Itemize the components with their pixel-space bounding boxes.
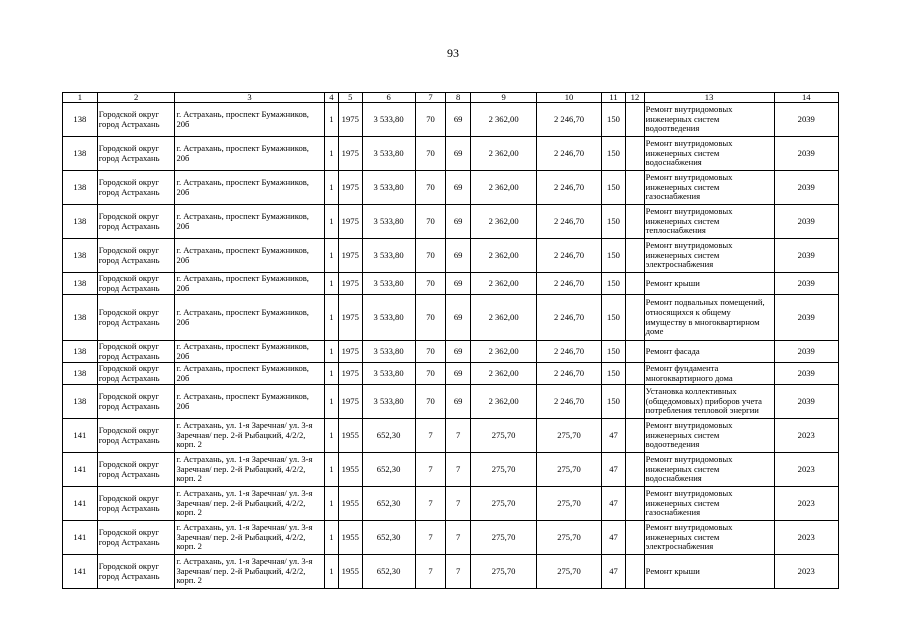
value-cell: 2 246,70: [537, 341, 601, 363]
repair-program-table: [62, 92, 839, 589]
column-header: 7: [415, 93, 446, 103]
value-cell: [626, 363, 644, 385]
plan-year-cell: 2039: [774, 341, 839, 363]
value-cell: 7: [446, 555, 471, 589]
year-cell: 1975: [339, 103, 363, 137]
table-row: [63, 341, 839, 363]
value-cell: 70: [415, 363, 446, 385]
value-cell: 70: [415, 103, 446, 137]
year-cell: 1975: [339, 295, 363, 341]
value-cell: 275,70: [537, 521, 601, 555]
value-cell: 47: [601, 419, 626, 453]
value-cell: 70: [415, 239, 446, 273]
table-row: [63, 137, 839, 171]
work-type-cell: Ремонт внутридомовых инженерных систем водоснабжения: [644, 453, 774, 487]
value-cell: 2 246,70: [537, 363, 601, 385]
table-row: [63, 487, 839, 521]
value-cell: 150: [601, 363, 626, 385]
area-cell: 652,30: [362, 487, 415, 521]
area-cell: 3 533,80: [362, 295, 415, 341]
value-cell: 150: [601, 103, 626, 137]
row-number: 141: [63, 521, 98, 555]
value-cell: 2 246,70: [537, 239, 601, 273]
address-cell: г. Астрахань, проспект Бумажников, 20б: [175, 171, 324, 205]
municipality-cell: Городской округ город Астрахань: [97, 453, 175, 487]
plan-year-cell: 2039: [774, 295, 839, 341]
work-type-cell: Установка коллективных (общедомовых) приборов учета потребления тепловой энергии: [644, 385, 774, 419]
address-cell: г. Астрахань, ул. 1-я Заречная/ ул. 3-я Заречная/ пер. 2-й Рыбацкий, 4/2/2, корп. 2: [175, 521, 324, 555]
plan-year-cell: 2039: [774, 171, 839, 205]
value-cell: 69: [446, 239, 471, 273]
value-cell: [626, 419, 644, 453]
municipality-cell: Городской округ город Астрахань: [97, 385, 175, 419]
value-cell: 1: [324, 487, 338, 521]
value-cell: 7: [446, 419, 471, 453]
value-cell: 275,70: [470, 521, 536, 555]
value-cell: [626, 385, 644, 419]
municipality-cell: Городской округ город Астрахань: [97, 419, 175, 453]
value-cell: 275,70: [470, 555, 536, 589]
value-cell: 7: [415, 521, 446, 555]
row-number: 141: [63, 453, 98, 487]
value-cell: 2 246,70: [537, 205, 601, 239]
area-cell: 3 533,80: [362, 239, 415, 273]
address-cell: г. Астрахань, проспект Бумажников, 20б: [175, 363, 324, 385]
value-cell: [626, 487, 644, 521]
value-cell: 2 362,00: [470, 385, 536, 419]
table-row: [63, 453, 839, 487]
table-body: [63, 103, 839, 589]
value-cell: 1: [324, 171, 338, 205]
municipality-cell: Городской округ город Астрахань: [97, 521, 175, 555]
work-type-cell: Ремонт внутридомовых инженерных систем водоотведения: [644, 419, 774, 453]
column-header: 13: [644, 93, 774, 103]
value-cell: 275,70: [537, 555, 601, 589]
value-cell: 150: [601, 385, 626, 419]
value-cell: [626, 205, 644, 239]
work-type-cell: Ремонт крыши: [644, 273, 774, 295]
area-cell: 3 533,80: [362, 341, 415, 363]
value-cell: [626, 555, 644, 589]
plan-year-cell: 2039: [774, 103, 839, 137]
column-header: 9: [470, 93, 536, 103]
value-cell: 150: [601, 205, 626, 239]
work-type-cell: Ремонт подвальных помещений, относящихся к общему имуществу в многоквартирном доме: [644, 295, 774, 341]
value-cell: [626, 137, 644, 171]
table-row: [63, 385, 839, 419]
value-cell: 69: [446, 385, 471, 419]
value-cell: [626, 103, 644, 137]
value-cell: 69: [446, 171, 471, 205]
year-cell: 1955: [339, 521, 363, 555]
value-cell: 70: [415, 137, 446, 171]
value-cell: 69: [446, 363, 471, 385]
value-cell: 7: [415, 555, 446, 589]
year-cell: 1955: [339, 555, 363, 589]
value-cell: 150: [601, 171, 626, 205]
value-cell: 2 246,70: [537, 273, 601, 295]
address-cell: г. Астрахань, ул. 1-я Заречная/ ул. 3-я Заречная/ пер. 2-й Рыбацкий, 4/2/2, корп. 2: [175, 487, 324, 521]
area-cell: 3 533,80: [362, 273, 415, 295]
value-cell: 2 362,00: [470, 273, 536, 295]
column-header: 8: [446, 93, 471, 103]
area-cell: 3 533,80: [362, 385, 415, 419]
municipality-cell: Городской округ город Астрахань: [97, 363, 175, 385]
column-header: 14: [774, 93, 839, 103]
row-number: 141: [63, 419, 98, 453]
row-number: 138: [63, 273, 98, 295]
row-number: 138: [63, 103, 98, 137]
plan-year-cell: 2023: [774, 487, 839, 521]
year-cell: 1975: [339, 273, 363, 295]
value-cell: 70: [415, 385, 446, 419]
value-cell: 150: [601, 137, 626, 171]
work-type-cell: Ремонт внутридомовых инженерных систем газоснабжения: [644, 487, 774, 521]
row-number: 138: [63, 205, 98, 239]
value-cell: 47: [601, 487, 626, 521]
year-cell: 1975: [339, 137, 363, 171]
plan-year-cell: 2039: [774, 137, 839, 171]
value-cell: 47: [601, 521, 626, 555]
value-cell: 1: [324, 103, 338, 137]
municipality-cell: Городской округ город Астрахань: [97, 103, 175, 137]
municipality-cell: Городской округ город Астрахань: [97, 239, 175, 273]
value-cell: 7: [446, 487, 471, 521]
column-header: 5: [339, 93, 363, 103]
plan-year-cell: 2039: [774, 363, 839, 385]
table-row: [63, 103, 839, 137]
area-cell: 3 533,80: [362, 205, 415, 239]
row-number: 141: [63, 487, 98, 521]
row-number: 141: [63, 555, 98, 589]
address-cell: г. Астрахань, ул. 1-я Заречная/ ул. 3-я Заречная/ пер. 2-й Рыбацкий, 4/2/2, корп. 2: [175, 555, 324, 589]
work-type-cell: Ремонт внутридомовых инженерных систем газоснабжения: [644, 171, 774, 205]
municipality-cell: Городской округ город Астрахань: [97, 205, 175, 239]
plan-year-cell: 2023: [774, 521, 839, 555]
value-cell: 47: [601, 453, 626, 487]
table-row: [63, 419, 839, 453]
municipality-cell: Городской округ город Астрахань: [97, 295, 175, 341]
value-cell: 7: [415, 453, 446, 487]
value-cell: 150: [601, 273, 626, 295]
column-header: 1: [63, 93, 98, 103]
value-cell: 47: [601, 555, 626, 589]
plan-year-cell: 2023: [774, 453, 839, 487]
value-cell: [626, 171, 644, 205]
value-cell: 1: [324, 521, 338, 555]
plan-year-cell: 2023: [774, 419, 839, 453]
address-cell: г. Астрахань, проспект Бумажников, 20б: [175, 103, 324, 137]
plan-year-cell: 2039: [774, 273, 839, 295]
area-cell: 652,30: [362, 555, 415, 589]
value-cell: 1: [324, 239, 338, 273]
column-header: 11: [601, 93, 626, 103]
value-cell: 1: [324, 385, 338, 419]
value-cell: 1: [324, 137, 338, 171]
municipality-cell: Городской округ город Астрахань: [97, 171, 175, 205]
value-cell: 69: [446, 205, 471, 239]
address-cell: г. Астрахань, ул. 1-я Заречная/ ул. 3-я Заречная/ пер. 2-й Рыбацкий, 4/2/2, корп. 2: [175, 453, 324, 487]
value-cell: 275,70: [537, 487, 601, 521]
table-row: [63, 295, 839, 341]
value-cell: 1: [324, 273, 338, 295]
plan-year-cell: 2039: [774, 205, 839, 239]
area-cell: 652,30: [362, 453, 415, 487]
year-cell: 1975: [339, 171, 363, 205]
value-cell: 70: [415, 273, 446, 295]
value-cell: 69: [446, 341, 471, 363]
address-cell: г. Астрахань, проспект Бумажников, 20б: [175, 295, 324, 341]
column-header: 2: [97, 93, 175, 103]
value-cell: 7: [446, 453, 471, 487]
value-cell: 275,70: [537, 453, 601, 487]
value-cell: 2 362,00: [470, 363, 536, 385]
value-cell: [626, 453, 644, 487]
table-row: [63, 171, 839, 205]
address-cell: г. Астрахань, ул. 1-я Заречная/ ул. 3-я Заречная/ пер. 2-й Рыбацкий, 4/2/2, корп. 2: [175, 419, 324, 453]
value-cell: 70: [415, 341, 446, 363]
value-cell: 1: [324, 453, 338, 487]
value-cell: 7: [415, 419, 446, 453]
value-cell: 70: [415, 171, 446, 205]
column-header: 6: [362, 93, 415, 103]
value-cell: 150: [601, 341, 626, 363]
value-cell: 2 246,70: [537, 171, 601, 205]
value-cell: 1: [324, 363, 338, 385]
column-header: 10: [537, 93, 601, 103]
plan-year-cell: 2023: [774, 555, 839, 589]
area-cell: 652,30: [362, 419, 415, 453]
page-number: 93: [447, 46, 459, 60]
value-cell: 2 362,00: [470, 103, 536, 137]
work-type-cell: Ремонт внутридомовых инженерных систем водоотведения: [644, 103, 774, 137]
value-cell: 2 246,70: [537, 103, 601, 137]
work-type-cell: Ремонт крыши: [644, 555, 774, 589]
area-cell: 3 533,80: [362, 171, 415, 205]
year-cell: 1955: [339, 487, 363, 521]
table-row: [63, 555, 839, 589]
value-cell: 2 362,00: [470, 137, 536, 171]
row-number: 138: [63, 363, 98, 385]
value-cell: 150: [601, 239, 626, 273]
value-cell: 1: [324, 205, 338, 239]
table-row: [63, 273, 839, 295]
municipality-cell: Городской округ город Астрахань: [97, 273, 175, 295]
year-cell: 1975: [339, 363, 363, 385]
column-header: 12: [626, 93, 644, 103]
work-type-cell: Ремонт фасада: [644, 341, 774, 363]
address-cell: г. Астрахань, проспект Бумажников, 20б: [175, 273, 324, 295]
value-cell: 2 246,70: [537, 385, 601, 419]
municipality-cell: Городской округ город Астрахань: [97, 555, 175, 589]
value-cell: 275,70: [470, 419, 536, 453]
value-cell: 275,70: [470, 487, 536, 521]
work-type-cell: Ремонт внутридомовых инженерных систем электроснабжения: [644, 239, 774, 273]
municipality-cell: Городской округ город Астрахань: [97, 487, 175, 521]
value-cell: 1: [324, 341, 338, 363]
value-cell: [626, 521, 644, 555]
value-cell: 69: [446, 103, 471, 137]
area-cell: 3 533,80: [362, 363, 415, 385]
year-cell: 1975: [339, 205, 363, 239]
year-cell: 1955: [339, 419, 363, 453]
year-cell: 1975: [339, 239, 363, 273]
plan-year-cell: 2039: [774, 239, 839, 273]
row-number: 138: [63, 239, 98, 273]
row-number: 138: [63, 385, 98, 419]
plan-year-cell: 2039: [774, 385, 839, 419]
area-cell: 652,30: [362, 521, 415, 555]
area-cell: 3 533,80: [362, 103, 415, 137]
value-cell: 2 246,70: [537, 137, 601, 171]
value-cell: 1: [324, 555, 338, 589]
work-type-cell: Ремонт внутридомовых инженерных систем электроснабжения: [644, 521, 774, 555]
year-cell: 1975: [339, 341, 363, 363]
row-number: 138: [63, 295, 98, 341]
value-cell: 2 362,00: [470, 341, 536, 363]
address-cell: г. Астрахань, проспект Бумажников, 20б: [175, 205, 324, 239]
value-cell: 1: [324, 419, 338, 453]
value-cell: 1: [324, 295, 338, 341]
value-cell: 7: [415, 487, 446, 521]
year-cell: 1955: [339, 453, 363, 487]
table-row: [63, 205, 839, 239]
value-cell: 69: [446, 295, 471, 341]
column-header: 3: [175, 93, 324, 103]
column-header: 4: [324, 93, 338, 103]
value-cell: [626, 273, 644, 295]
value-cell: 275,70: [470, 453, 536, 487]
municipality-cell: Городской округ город Астрахань: [97, 137, 175, 171]
table-row: [63, 239, 839, 273]
table-row: [63, 363, 839, 385]
address-cell: г. Астрахань, проспект Бумажников, 20б: [175, 239, 324, 273]
value-cell: 2 362,00: [470, 239, 536, 273]
row-number: 138: [63, 171, 98, 205]
row-number: 138: [63, 137, 98, 171]
work-type-cell: Ремонт фундамента многоквартирного дома: [644, 363, 774, 385]
value-cell: [626, 341, 644, 363]
value-cell: [626, 239, 644, 273]
value-cell: 2 362,00: [470, 205, 536, 239]
value-cell: 69: [446, 273, 471, 295]
value-cell: 7: [446, 521, 471, 555]
work-type-cell: Ремонт внутридомовых инженерных систем водоснабжения: [644, 137, 774, 171]
municipality-cell: Городской округ город Астрахань: [97, 341, 175, 363]
address-cell: г. Астрахань, проспект Бумажников, 20б: [175, 385, 324, 419]
value-cell: 70: [415, 205, 446, 239]
table-row: [63, 521, 839, 555]
value-cell: 2 362,00: [470, 295, 536, 341]
address-cell: г. Астрахань, проспект Бумажников, 20б: [175, 341, 324, 363]
area-cell: 3 533,80: [362, 137, 415, 171]
value-cell: 2 246,70: [537, 295, 601, 341]
value-cell: 70: [415, 295, 446, 341]
address-cell: г. Астрахань, проспект Бумажников, 20б: [175, 137, 324, 171]
value-cell: 150: [601, 295, 626, 341]
year-cell: 1975: [339, 385, 363, 419]
value-cell: 69: [446, 137, 471, 171]
work-type-cell: Ремонт внутридомовых инженерных систем теплоснабжения: [644, 205, 774, 239]
value-cell: [626, 295, 644, 341]
column-number-row: [63, 93, 839, 103]
value-cell: 2 362,00: [470, 171, 536, 205]
row-number: 138: [63, 341, 98, 363]
value-cell: 275,70: [537, 419, 601, 453]
